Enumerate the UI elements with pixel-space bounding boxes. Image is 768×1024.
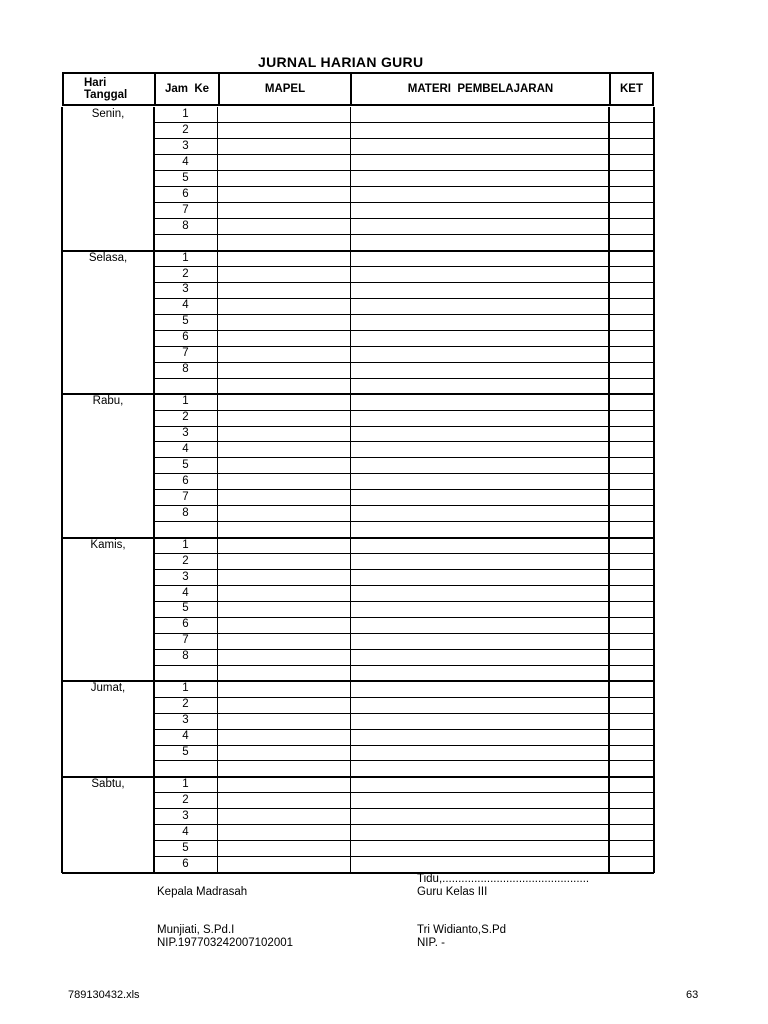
row-line <box>154 808 654 809</box>
jam-number: 1 <box>182 108 189 120</box>
row-line <box>154 489 654 490</box>
jam-number: 1 <box>182 251 189 264</box>
jam-number: 3 <box>182 714 189 727</box>
jam-number: 8 <box>182 363 189 376</box>
row-line <box>154 617 654 618</box>
jam-number: 2 <box>182 554 189 567</box>
jam-number: 2 <box>182 411 189 424</box>
col-line-jam <box>153 107 155 873</box>
row-line <box>154 553 654 554</box>
jam-number: 4 <box>182 586 189 599</box>
document-title-text: JURNAL HARIAN GURU <box>258 54 424 70</box>
row-line <box>154 154 654 155</box>
row-line <box>154 234 654 235</box>
left-name: Munjiati, S.Pd.I <box>157 924 235 936</box>
row-line <box>154 330 654 331</box>
row-line <box>154 856 654 857</box>
row-line <box>154 665 654 666</box>
row-line <box>154 569 654 570</box>
jam-number: 7 <box>182 203 189 216</box>
col-line-materi <box>350 107 351 873</box>
row-line <box>154 298 654 299</box>
day-label: Selasa, <box>88 251 128 264</box>
day-label: Sabtu, <box>91 777 125 790</box>
jam-number: 7 <box>182 347 189 360</box>
jam-number: 6 <box>182 474 189 487</box>
row-line <box>154 473 654 474</box>
row-line <box>154 713 654 714</box>
row-line <box>154 441 654 442</box>
header-tanggal-text: Tanggal <box>84 89 128 101</box>
jam-number: 4 <box>182 299 189 312</box>
row-line <box>154 362 654 363</box>
jam-number: 6 <box>182 857 189 870</box>
jam-number: 8 <box>182 219 189 232</box>
row-line <box>154 426 654 427</box>
jam-number: 4 <box>182 155 189 168</box>
col-line-mapel <box>217 107 218 873</box>
jam-number: 8 <box>182 650 189 663</box>
row-line <box>154 840 654 841</box>
jam-number: 1 <box>182 777 189 790</box>
day-label: Rabu, <box>92 395 124 408</box>
day-label: Kamis, <box>90 538 126 551</box>
table-border-right <box>653 107 655 873</box>
left-role: Kepala Madrasah <box>157 886 248 898</box>
row-line <box>154 649 654 650</box>
row-line <box>154 266 654 267</box>
row-line <box>154 601 654 602</box>
jam-number: 1 <box>182 395 189 408</box>
jam-number: 1 <box>182 538 189 551</box>
row-line <box>154 218 654 219</box>
jam-number: 3 <box>182 139 189 152</box>
row-line <box>154 792 654 793</box>
row-line <box>154 378 654 379</box>
right-nip: NIP. - <box>417 937 445 949</box>
row-line <box>154 282 654 283</box>
header-mapel: MAPEL <box>220 74 352 104</box>
jam-number: 8 <box>182 506 189 519</box>
header-jam-ke: Jam Ke <box>156 74 220 104</box>
row-line <box>154 745 654 746</box>
jam-number: 3 <box>182 570 189 583</box>
day-label: Senin, <box>91 108 125 120</box>
row-line <box>154 410 654 411</box>
jam-number: 4 <box>182 730 189 743</box>
jam-number: 6 <box>182 618 189 631</box>
row-line <box>154 346 654 347</box>
col-line-ket <box>608 107 610 873</box>
jam-number: 5 <box>182 171 189 184</box>
jam-number: 5 <box>182 602 189 615</box>
place-date: Tidu,.............................................. <box>417 873 590 885</box>
left-nip: NIP.197703242007102001 <box>157 937 294 949</box>
row-line <box>154 186 654 187</box>
row-line <box>154 697 654 698</box>
row-line <box>154 138 654 139</box>
row-line <box>154 521 654 522</box>
row-line <box>154 170 654 171</box>
header-materi: MATERI PEMBELAJARAN <box>352 74 611 104</box>
jam-number: 2 <box>182 123 189 136</box>
day-label: Jumat, <box>90 682 126 695</box>
row-line <box>154 729 654 730</box>
jam-number: 6 <box>182 187 189 200</box>
row-line <box>154 824 654 825</box>
jam-number: 7 <box>182 634 189 647</box>
row-line <box>154 633 654 634</box>
jam-number: 1 <box>182 682 189 695</box>
jam-number: 4 <box>182 825 189 838</box>
jam-number: 6 <box>182 331 189 344</box>
jam-number: 7 <box>182 490 189 503</box>
jam-number: 2 <box>182 267 189 280</box>
right-name: Tri Widianto,S.Pd <box>417 924 507 936</box>
jam-number: 3 <box>182 283 189 296</box>
right-role: Guru Kelas III <box>417 886 488 898</box>
table-border-left <box>61 107 63 873</box>
jam-number: 5 <box>182 746 189 758</box>
row-line <box>154 122 654 123</box>
row-line <box>154 314 654 315</box>
footer-page-number: 63 <box>686 989 699 1001</box>
jam-number: 5 <box>182 315 189 328</box>
row-line <box>154 505 654 506</box>
jam-number: 5 <box>182 458 189 471</box>
jam-number: 2 <box>182 793 189 806</box>
jam-number: 4 <box>182 442 189 455</box>
header-ket: KET <box>620 83 643 95</box>
row-line <box>154 202 654 203</box>
row-line <box>154 760 654 761</box>
footer-filename: 789130432.xls <box>68 989 140 1001</box>
jam-number: 3 <box>182 427 189 439</box>
jam-number: 3 <box>182 809 189 822</box>
row-line <box>154 457 654 458</box>
jam-number: 2 <box>182 698 189 711</box>
row-line <box>154 585 654 586</box>
header-hari-text: Hari <box>84 77 107 89</box>
jam-number: 5 <box>182 841 189 854</box>
